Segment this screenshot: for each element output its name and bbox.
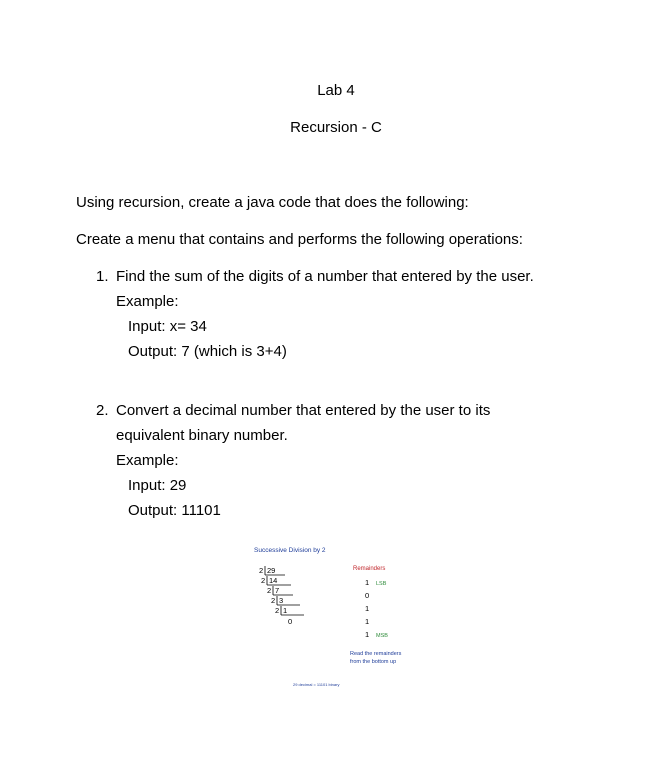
successive-division-figure: [248, 540, 448, 700]
doc-title: Lab 4: [317, 82, 355, 99]
task-2-input: Input: 29: [128, 477, 187, 494]
task-1-example-label: Example:: [116, 293, 179, 310]
read-note-line-2: from the bottom up: [350, 659, 397, 665]
dividend: 7: [275, 586, 280, 595]
task-1-text: Find the sum of the digits of a number that entered by the user.: [116, 268, 534, 285]
final-quotient: 0: [288, 617, 293, 626]
dividend: 29: [267, 566, 276, 575]
remainder: 0: [365, 591, 370, 600]
msb-label: MSB: [376, 633, 388, 639]
figure-caption: 29 decimal = 11101 binary: [293, 682, 340, 687]
remainder: 1: [365, 604, 370, 613]
division-step: [267, 586, 293, 595]
figure-title: Successive Division by 2: [254, 547, 326, 554]
division-step: [259, 566, 285, 575]
task-2-number: 2.: [96, 402, 109, 419]
division-step: [261, 576, 291, 585]
divisor: 2: [267, 586, 272, 595]
task-2-example-label: Example:: [116, 452, 179, 469]
intro-line-2: Create a menu that contains and performs the following operations:: [76, 231, 523, 248]
lsb-label: LSB: [376, 581, 387, 587]
remainder: 1: [365, 630, 370, 639]
dividend: 1: [283, 606, 288, 615]
remainder: 1: [365, 617, 370, 626]
task-1-input: Input: x= 34: [128, 318, 207, 335]
read-note-line-1: Read the remainders: [350, 651, 402, 657]
dividend: 3: [279, 596, 284, 605]
division-step: [271, 596, 300, 605]
divisor: 2: [271, 596, 276, 605]
divisor: 2: [261, 576, 266, 585]
remainders-label: Remainders: [353, 566, 386, 572]
division-step: [275, 606, 304, 615]
divisor: 2: [275, 606, 280, 615]
task-2-text-line-2: equivalent binary number.: [116, 427, 288, 444]
remainder: 1: [365, 578, 370, 587]
doc-subtitle: Recursion - C: [290, 119, 382, 136]
task-1-number: 1.: [96, 268, 109, 285]
task-2-text-line-1: Convert a decimal number that entered by the user to its: [116, 402, 491, 419]
dividend: 14: [269, 576, 278, 585]
intro-line-1: Using recursion, create a java code that does the following:: [76, 194, 469, 211]
task-2-output: Output: 11101: [128, 502, 221, 519]
divisor: 2: [259, 566, 264, 575]
task-1-output: Output: 7 (which is 3+4): [128, 343, 287, 360]
